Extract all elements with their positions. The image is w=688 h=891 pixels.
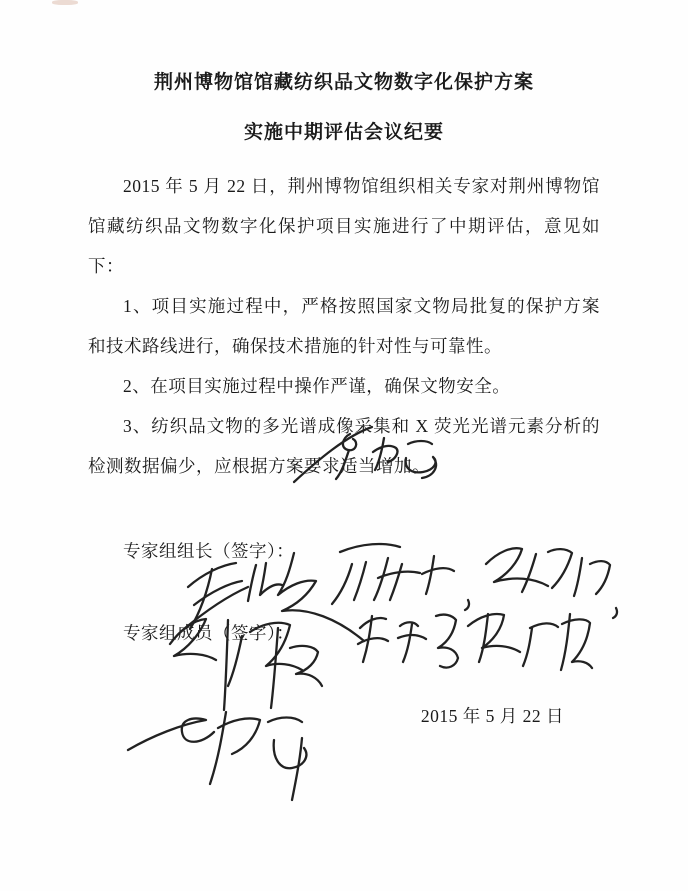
document-subtitle: 实施中期评估会议纪要 bbox=[243, 122, 444, 143]
leader-signature-label: 专家组组长（签字）： bbox=[123, 541, 295, 561]
leader-signature-icon bbox=[292, 422, 442, 488]
document-title: 荆州博物馆馆藏纺织品文物数字化保护方案 bbox=[153, 72, 534, 93]
member-signature-6-icon bbox=[458, 604, 594, 676]
paragraph-intro: 2015 年 5 月 22 日，荆州博物馆组织相关专家对荆州博物馆馆藏纺织品文物数字化保护项目实施进行了中期评估，意见如下： bbox=[88, 176, 600, 276]
paragraph-item-1: 1、项目实施过程中，严格按照国家文物局批复的保护方案和技术路线进行，确保技术措施的针对性与可靠性。 bbox=[88, 296, 600, 356]
document-date: 2015 年 5 月 22 日 bbox=[420, 706, 564, 726]
paragraph-item-3: 3、纺织品文物的多光谱成像采集和 X 荧光光谱元素分析的检测数据偏少，应根据方案要求适当增加。 bbox=[88, 416, 600, 476]
members-signature-label: 专家组成员（签字）： bbox=[123, 623, 295, 643]
scan-artifact-smudge bbox=[52, 0, 78, 5]
member-signature-7-icon bbox=[122, 690, 317, 802]
paragraph-item-2: 2、在项目实施过程中操作严谨，确保文物安全。 bbox=[123, 376, 511, 396]
member-signature-5-icon bbox=[348, 608, 463, 674]
